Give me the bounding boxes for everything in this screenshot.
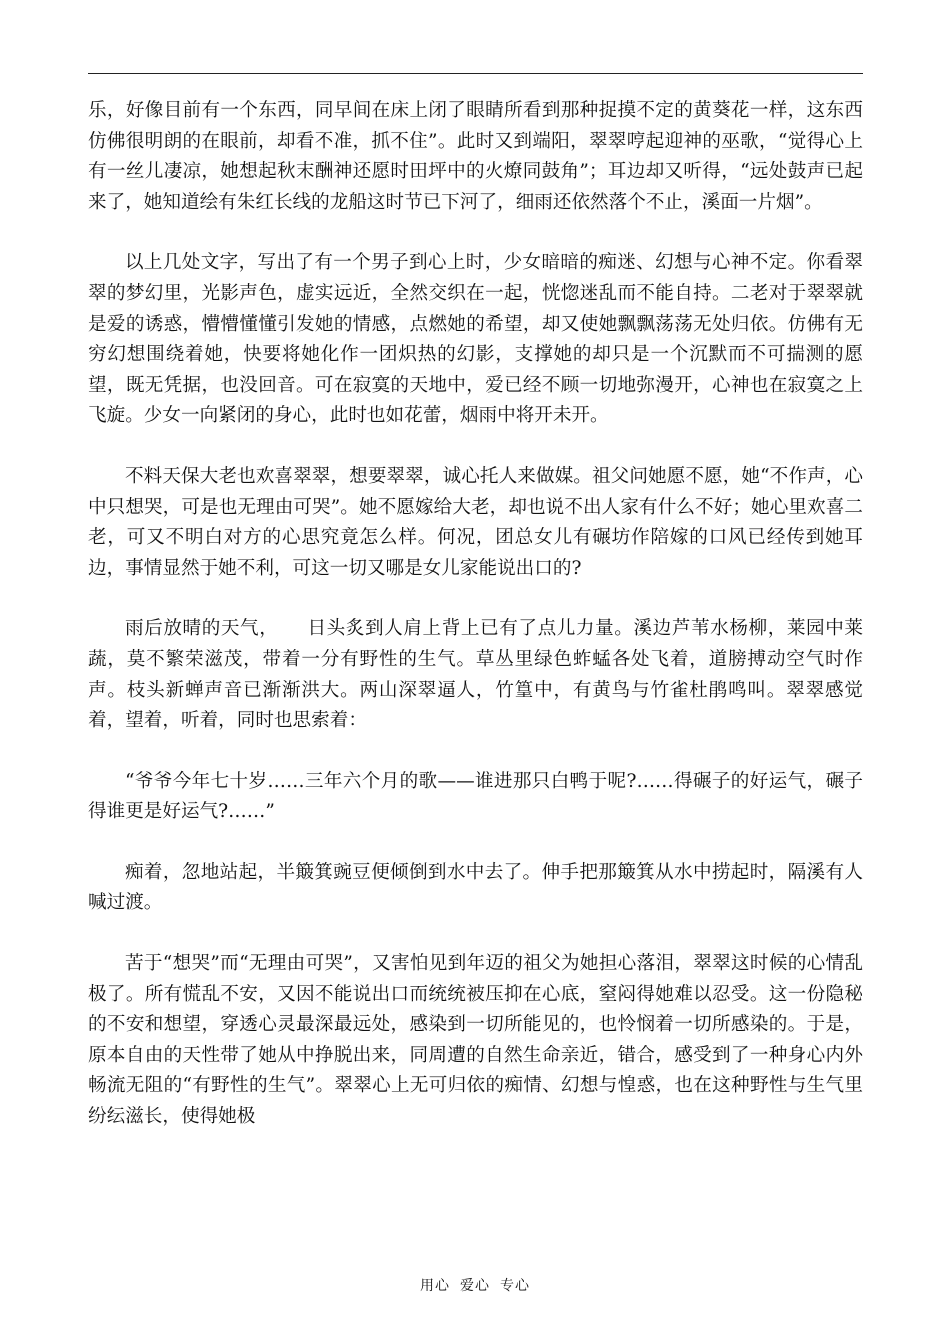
- footer-word-3: 专心: [500, 1278, 530, 1294]
- paragraph-4: 雨后放晴的天气， 日头炙到人肩上背上已有了点儿力量。溪边芦苇水杨柳，莱园中莱蔬，莫不繁荣滋茂，带着一分有野性的生气。草丛里绿色蚱蜢各处飞着，道膀搏动空气时作声。枝头新蝉声音已渐渐洪大。两山深翠逼人，竹篁中，有黄鸟与竹雀杜鹃鸣叫。翠翠感觉着，望着，听着，同时也思索着：: [88, 618, 863, 732]
- footer-word-2: 爱心: [460, 1278, 490, 1294]
- page-footer: [0, 1275, 950, 1295]
- paragraph-1: 乐，好像目前有一个东西，同早间在床上闭了眼睛所看到那种捉摸不定的黄葵花一样，这东西仿佛很明朗的在眼前，却看不准，抓不住”。此时又到端阳，翠翠哼起迎神的巫歌，“觉得心上有一丝儿凄凉，她想起秋末酬神还愿时田坪中的火燎同鼓角”；耳边却又听得，“远处鼓声已起来了，她知道绘有朱红长线的龙船这时节已下河了，细雨还依然落个不止，溪面一片烟”。: [88, 100, 863, 213]
- footer-word-1: 用心: [420, 1278, 450, 1294]
- paragraph-5-quote: “爷爷今年七十岁……三年六个月的歌——谁进那只白鸭于呢?……得碾子的好运气，碾子得谁更是好运气?……”: [88, 770, 863, 823]
- paragraph-7: 苦于“想哭”而“无理由可哭”，又害怕见到年迈的祖父为她担心落泪，翠翠这时候的心情乱极了。所有慌乱不安，又因不能说出口而统统被压抑在心底，窒闷得她难以忍受。这一份隐秘的不安和想望，穿透心灵最深最远处，感染到一切所能见的，也怜悯着一切所感染的。于是，原本自由的天性带了她从中挣脱出来，同周遭的自然生命亲近，错合，感受到了一种身心内外畅流无阻的“有野性的生气”。翠翠心上无可归依的痴情、幻想与惶惑，也在这种野性与生气里纷纭滋长，使得她极: [88, 953, 863, 1128]
- paragraph-3: 不料天保大老也欢喜翠翠，想要翠翠，诚心托人来做媒。祖父问她愿不愿，她“不作声，心中只想哭，可是也无理由可哭”。她不愿嫁给大老，却也说不出人家有什么不好；她心里欢喜二老，可又不明白对方的心思究竟怎么样。何况，团总女儿有碾坊作陪嫁的口风已经传到她耳边，事情显然于她不利，可这一切又哪是女儿家能说出口的?: [88, 465, 863, 579]
- header-rule: [88, 73, 863, 74]
- paragraph-6: 痴着，忽地站起，半簸箕豌豆便倾倒到水中去了。伸手把那簸箕从水中捞起时，隔溪有人喊过渡。: [88, 861, 863, 914]
- document-body: [88, 96, 863, 1133]
- paragraph-2: 以上几处文字，写出了有一个男子到心上时，少女暗暗的痴迷、幻想与心神不定。你看翠翠的梦幻里，光影声色，虚实远近，全然交织在一起，恍惚迷乱而不能自持。二老对于翠翠就是爱的诱惑，懵懵懂懂引发她的情感，点燃她的希望，却又使她飘飘荡荡无处归依。仿佛有无穷幻想围绕着她，快要将她化作一团炽热的幻影，支撑她的却只是一个沉默而不可揣测的愿望，既无凭据，也没回音。可在寂寞的天地中，爱已经不顾一切地弥漫开，心神也在寂寞之上飞旋。少女一向紧闭的身心，此时也如花蕾，烟雨中将开未开。: [88, 252, 863, 427]
